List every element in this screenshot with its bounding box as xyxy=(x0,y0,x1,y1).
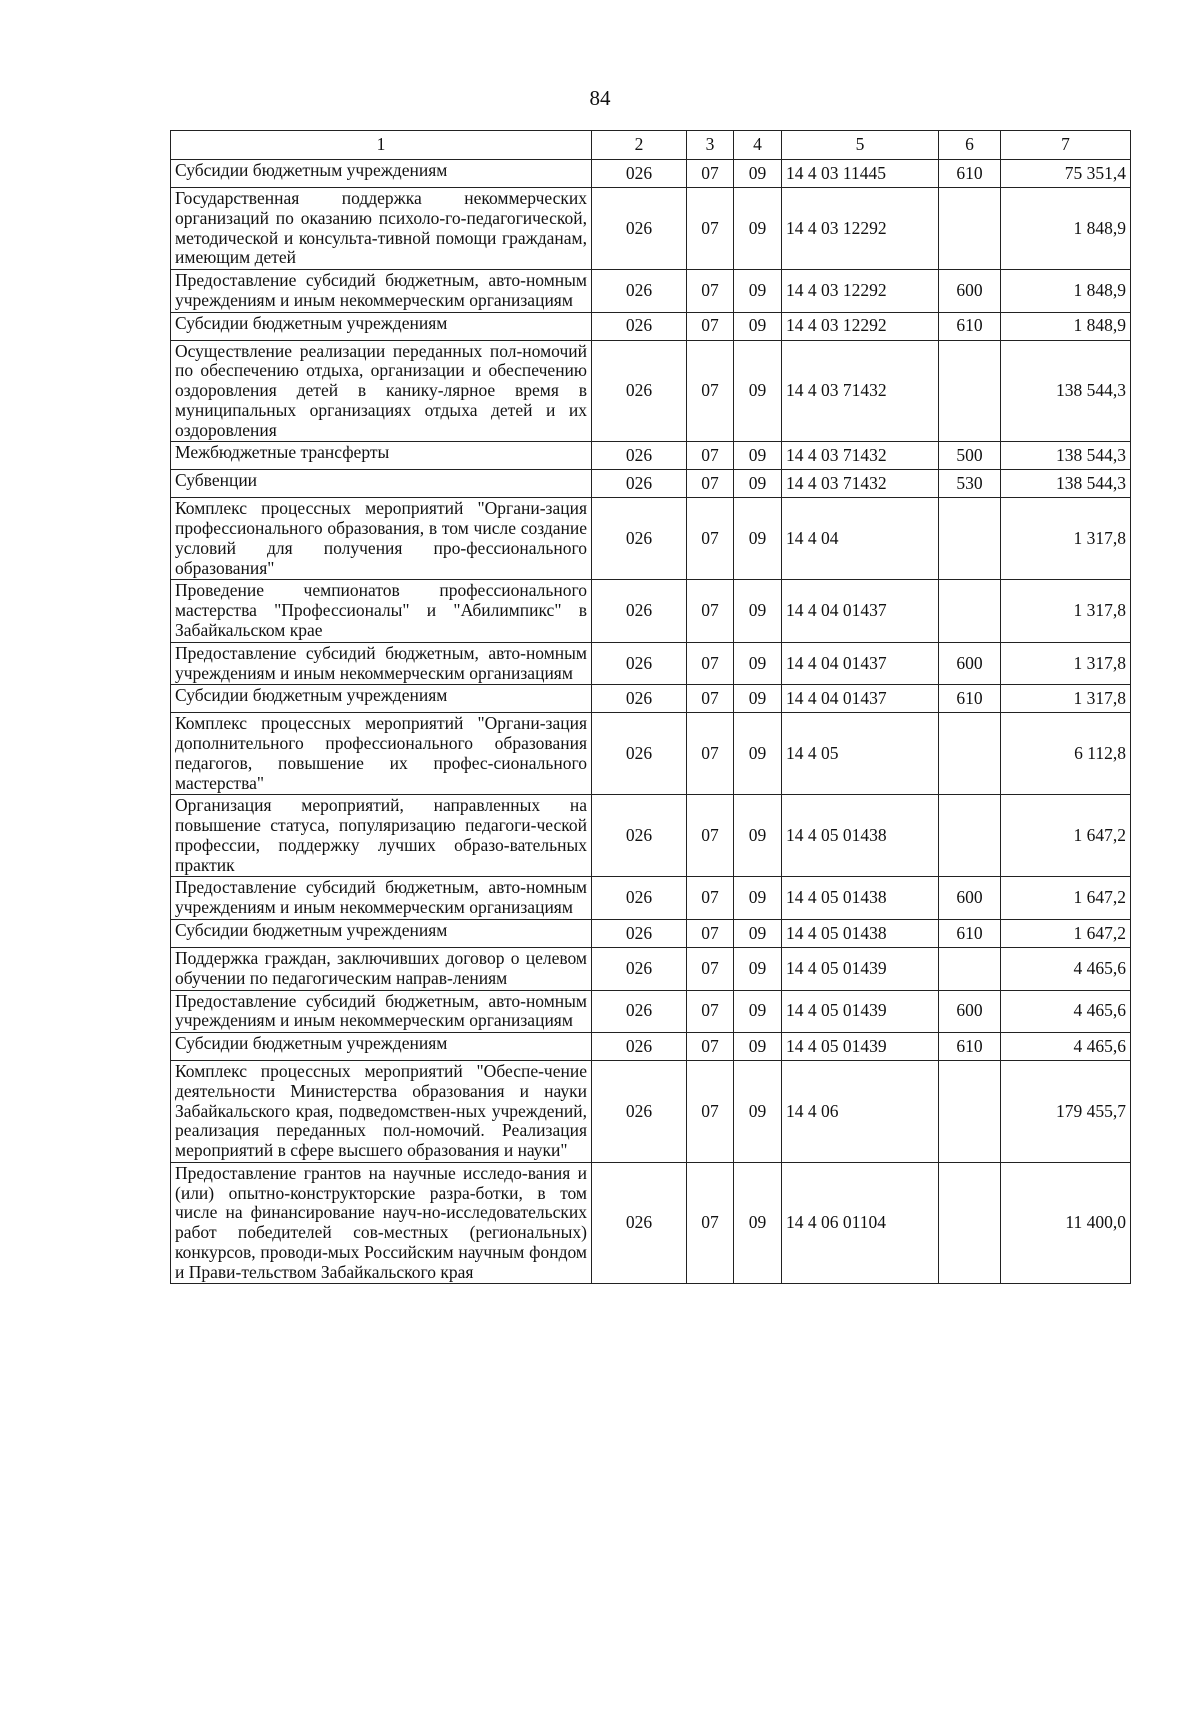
row-name-cell: Поддержка граждан, заключивших договор о целевом обучении по педагогическим направ-лениям xyxy=(171,947,592,990)
amount-cell: 1 317,8 xyxy=(1001,498,1131,580)
amount-cell: 138 544,3 xyxy=(1001,442,1131,470)
ministry-code-cell: 026 xyxy=(592,470,687,498)
ministry-code-cell: 026 xyxy=(592,1162,687,1284)
amount-cell: 1 848,9 xyxy=(1001,188,1131,270)
amount-cell: 75 351,4 xyxy=(1001,160,1131,188)
expense-type-cell: 530 xyxy=(939,470,1001,498)
section-cell: 07 xyxy=(687,1061,734,1163)
expense-type-cell xyxy=(939,795,1001,877)
expense-type-cell xyxy=(939,580,1001,642)
row-name-cell: Субсидии бюджетным учреждениям xyxy=(171,160,592,188)
section-cell: 07 xyxy=(687,685,734,713)
table-row xyxy=(171,188,1131,270)
expense-type-cell: 500 xyxy=(939,442,1001,470)
row-name-cell: Межбюджетные трансферты xyxy=(171,442,592,470)
expense-type-cell: 610 xyxy=(939,312,1001,340)
expense-type-cell xyxy=(939,498,1001,580)
target-article-cell: 14 4 05 01439 xyxy=(782,947,939,990)
row-name-cell: Предоставление субсидий бюджетным, авто-номным учреждениям и иным некоммерческим организациям xyxy=(171,990,592,1033)
subsection-cell: 09 xyxy=(734,312,782,340)
table-row xyxy=(171,685,1131,713)
ministry-code-cell: 026 xyxy=(592,340,687,442)
subsection-cell: 09 xyxy=(734,990,782,1033)
table-row xyxy=(171,877,1131,920)
ministry-code-cell: 026 xyxy=(592,713,687,795)
section-cell: 07 xyxy=(687,498,734,580)
section-cell: 07 xyxy=(687,160,734,188)
row-name-cell: Комплекс процессных мероприятий "Органи-зация профессионального образования, в том числе создание условий для получения про-фессионального образования" xyxy=(171,498,592,580)
subsection-cell: 09 xyxy=(734,470,782,498)
target-article-cell: 14 4 04 xyxy=(782,498,939,580)
section-cell: 07 xyxy=(687,713,734,795)
ministry-code-cell: 026 xyxy=(592,498,687,580)
row-name-cell: Субсидии бюджетным учреждениям xyxy=(171,312,592,340)
table-row xyxy=(171,442,1131,470)
amount-cell: 6 112,8 xyxy=(1001,713,1131,795)
amount-cell: 1 848,9 xyxy=(1001,270,1131,313)
ministry-code-cell: 026 xyxy=(592,160,687,188)
subsection-cell: 09 xyxy=(734,1061,782,1163)
column-header: 3 xyxy=(687,131,734,160)
ministry-code-cell: 026 xyxy=(592,795,687,877)
target-article-cell: 14 4 05 xyxy=(782,713,939,795)
ministry-code-cell: 026 xyxy=(592,188,687,270)
section-cell: 07 xyxy=(687,919,734,947)
amount-cell: 138 544,3 xyxy=(1001,340,1131,442)
table-row xyxy=(171,795,1131,877)
subsection-cell: 09 xyxy=(734,713,782,795)
target-article-cell: 14 4 04 01437 xyxy=(782,642,939,685)
expense-type-cell: 600 xyxy=(939,642,1001,685)
table-row xyxy=(171,990,1131,1033)
expense-type-cell xyxy=(939,713,1001,795)
subsection-cell: 09 xyxy=(734,580,782,642)
ministry-code-cell: 026 xyxy=(592,947,687,990)
ministry-code-cell: 026 xyxy=(592,685,687,713)
table-header-row xyxy=(171,131,1131,160)
table-row xyxy=(171,1162,1131,1284)
subsection-cell: 09 xyxy=(734,270,782,313)
amount-cell: 4 465,6 xyxy=(1001,947,1131,990)
page-number: 84 xyxy=(589,86,611,110)
amount-cell: 179 455,7 xyxy=(1001,1061,1131,1163)
subsection-cell: 09 xyxy=(734,1162,782,1284)
column-header: 2 xyxy=(592,131,687,160)
subsection-cell: 09 xyxy=(734,877,782,920)
column-header: 4 xyxy=(734,131,782,160)
amount-cell: 4 465,6 xyxy=(1001,1033,1131,1061)
target-article-cell: 14 4 06 xyxy=(782,1061,939,1163)
section-cell: 07 xyxy=(687,340,734,442)
section-cell: 07 xyxy=(687,1162,734,1284)
expense-type-cell xyxy=(939,947,1001,990)
amount-cell: 4 465,6 xyxy=(1001,990,1131,1033)
row-name-cell: Предоставление субсидий бюджетным, авто-номным учреждениям и иным некоммерческим организациям xyxy=(171,270,592,313)
subsection-cell: 09 xyxy=(734,947,782,990)
amount-cell: 1 317,8 xyxy=(1001,685,1131,713)
subsection-cell: 09 xyxy=(734,685,782,713)
section-cell: 07 xyxy=(687,442,734,470)
row-name-cell: Проведение чемпионатов профессионального мастерства "Профессионалы" и "Абилимпикс" в Забайкальском крае xyxy=(171,580,592,642)
target-article-cell: 14 4 06 01104 xyxy=(782,1162,939,1284)
subsection-cell: 09 xyxy=(734,1033,782,1061)
expense-type-cell xyxy=(939,1061,1001,1163)
subsection-cell: 09 xyxy=(734,642,782,685)
section-cell: 07 xyxy=(687,1033,734,1061)
section-cell: 07 xyxy=(687,188,734,270)
section-cell: 07 xyxy=(687,312,734,340)
amount-cell: 1 647,2 xyxy=(1001,877,1131,920)
section-cell: 07 xyxy=(687,947,734,990)
table-row xyxy=(171,160,1131,188)
expense-type-cell: 600 xyxy=(939,877,1001,920)
target-article-cell: 14 4 03 11445 xyxy=(782,160,939,188)
target-article-cell: 14 4 03 71432 xyxy=(782,470,939,498)
section-cell: 07 xyxy=(687,470,734,498)
target-article-cell: 14 4 05 01438 xyxy=(782,877,939,920)
table-row xyxy=(171,270,1131,313)
column-header: 6 xyxy=(939,131,1001,160)
column-header: 5 xyxy=(782,131,939,160)
row-name-cell: Комплекс процессных мероприятий "Органи-зация дополнительного профессионального образования педагогов, повышение их профес-сионального мастерства" xyxy=(171,713,592,795)
row-name-cell: Осуществление реализации переданных пол-номочий по обеспечению отдыха, организации и обеспечению оздоровления детей в канику-лярное время в муниципальных организациях отдыха детей и их оздоровления xyxy=(171,340,592,442)
table-row xyxy=(171,312,1131,340)
subsection-cell: 09 xyxy=(734,919,782,947)
expense-type-cell: 610 xyxy=(939,919,1001,947)
section-cell: 07 xyxy=(687,990,734,1033)
target-article-cell: 14 4 03 71432 xyxy=(782,442,939,470)
target-article-cell: 14 4 03 12292 xyxy=(782,188,939,270)
expense-type-cell: 600 xyxy=(939,270,1001,313)
ministry-code-cell: 026 xyxy=(592,919,687,947)
amount-cell: 1 647,2 xyxy=(1001,795,1131,877)
ministry-code-cell: 026 xyxy=(592,642,687,685)
table-row xyxy=(171,947,1131,990)
target-article-cell: 14 4 03 12292 xyxy=(782,270,939,313)
budget-table xyxy=(170,130,1131,1284)
table-row xyxy=(171,1061,1131,1163)
section-cell: 07 xyxy=(687,642,734,685)
amount-cell: 1 848,9 xyxy=(1001,312,1131,340)
ministry-code-cell: 026 xyxy=(592,312,687,340)
table-row xyxy=(171,642,1131,685)
row-name-cell: Комплекс процессных мероприятий "Обеспе-чение деятельности Министерства образования и науки Забайкальского края, подведомствен-ных учреждений, реализация переданных пол-номочий. Реализация мероприятий в сфере высшего образования и науки" xyxy=(171,1061,592,1163)
target-article-cell: 14 4 05 01438 xyxy=(782,919,939,947)
expense-type-cell xyxy=(939,340,1001,442)
amount-cell: 1 317,8 xyxy=(1001,642,1131,685)
column-header: 1 xyxy=(171,131,592,160)
expense-type-cell: 610 xyxy=(939,160,1001,188)
row-name-cell: Предоставление субсидий бюджетным, авто-номным учреждениям и иным некоммерческим организациям xyxy=(171,642,592,685)
expense-type-cell: 610 xyxy=(939,685,1001,713)
expense-type-cell xyxy=(939,188,1001,270)
ministry-code-cell: 026 xyxy=(592,877,687,920)
ministry-code-cell: 026 xyxy=(592,1033,687,1061)
expense-type-cell xyxy=(939,1162,1001,1284)
row-name-cell: Государственная поддержка некоммерческих организаций по оказанию психоло-го-педагогической, методической и консульта-тивной помощи гражданам, имеющим детей xyxy=(171,188,592,270)
target-article-cell: 14 4 03 12292 xyxy=(782,312,939,340)
ministry-code-cell: 026 xyxy=(592,1061,687,1163)
subsection-cell: 09 xyxy=(734,188,782,270)
row-name-cell: Предоставление субсидий бюджетным, авто-номным учреждениям и иным некоммерческим организациям xyxy=(171,877,592,920)
subsection-cell: 09 xyxy=(734,340,782,442)
row-name-cell: Субвенции xyxy=(171,470,592,498)
amount-cell: 1 647,2 xyxy=(1001,919,1131,947)
section-cell: 07 xyxy=(687,580,734,642)
target-article-cell: 14 4 04 01437 xyxy=(782,685,939,713)
section-cell: 07 xyxy=(687,795,734,877)
ministry-code-cell: 026 xyxy=(592,990,687,1033)
row-name-cell: Организация мероприятий, направленных на повышение статуса, популяризацию педагоги-ческой профессии, поддержку лучших образо-вательных практик xyxy=(171,795,592,877)
target-article-cell: 14 4 05 01439 xyxy=(782,1033,939,1061)
table-row xyxy=(171,340,1131,442)
ministry-code-cell: 026 xyxy=(592,270,687,313)
column-header: 7 xyxy=(1001,131,1131,160)
row-name-cell: Предоставление грантов на научные исследо-вания и (или) опытно-конструкторские разра-ботки, в том числе на финансирование науч-но-исследовательских работ победителей сов-местных (региональных) конкурсов, проводи-мых Российским научным фондом и Прави-тельством Забайкальского края xyxy=(171,1162,592,1284)
amount-cell: 138 544,3 xyxy=(1001,470,1131,498)
section-cell: 07 xyxy=(687,877,734,920)
table-row xyxy=(171,713,1131,795)
target-article-cell: 14 4 05 01438 xyxy=(782,795,939,877)
table-row xyxy=(171,470,1131,498)
table-row xyxy=(171,498,1131,580)
section-cell: 07 xyxy=(687,270,734,313)
amount-cell: 1 317,8 xyxy=(1001,580,1131,642)
row-name-cell: Субсидии бюджетным учреждениям xyxy=(171,1033,592,1061)
table-row xyxy=(171,1033,1131,1061)
row-name-cell: Субсидии бюджетным учреждениям xyxy=(171,919,592,947)
target-article-cell: 14 4 03 71432 xyxy=(782,340,939,442)
row-name-cell: Субсидии бюджетным учреждениям xyxy=(171,685,592,713)
target-article-cell: 14 4 04 01437 xyxy=(782,580,939,642)
table-row xyxy=(171,919,1131,947)
subsection-cell: 09 xyxy=(734,442,782,470)
expense-type-cell: 610 xyxy=(939,1033,1001,1061)
amount-cell: 11 400,0 xyxy=(1001,1162,1131,1284)
ministry-code-cell: 026 xyxy=(592,442,687,470)
subsection-cell: 09 xyxy=(734,160,782,188)
expense-type-cell: 600 xyxy=(939,990,1001,1033)
ministry-code-cell: 026 xyxy=(592,580,687,642)
table-row xyxy=(171,580,1131,642)
subsection-cell: 09 xyxy=(734,498,782,580)
target-article-cell: 14 4 05 01439 xyxy=(782,990,939,1033)
subsection-cell: 09 xyxy=(734,795,782,877)
